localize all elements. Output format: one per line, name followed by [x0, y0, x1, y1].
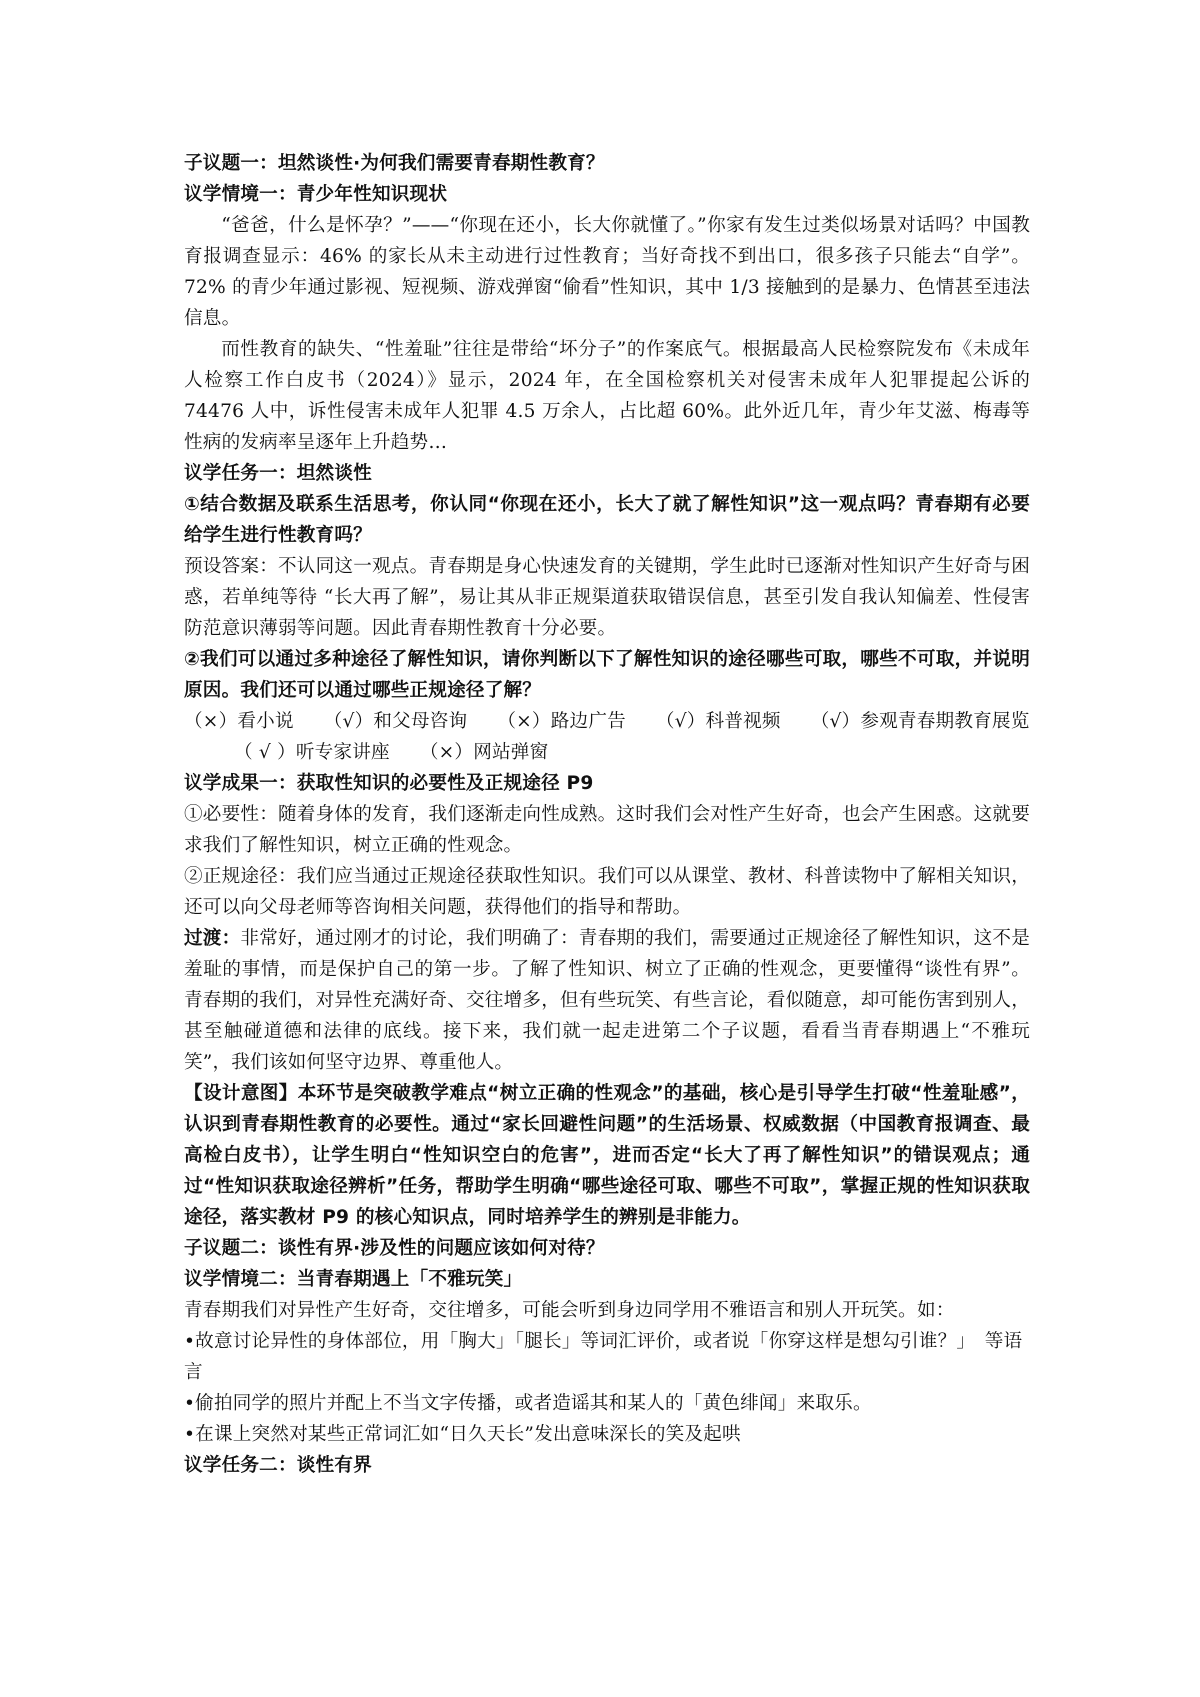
option-item: （ √ ）听专家讲座 — [234, 742, 390, 763]
option-item: （√）参观青春期教育展览 — [810, 711, 1030, 732]
transition-text: 非常好，通过刚才的讨论，我们明确了：青春期的我们，需要通过正规途径了解性知识，这不是羞耻的事情，而是保护自己的第一步。了解了性知识、树立了正确的性观念，更要懂得“谈性有界”。青春期的我们，对异性充满好奇、交往增多，但有些玩笑、有些言论，看似随意，却可能伤害到别人，甚至触碰道德和法律的底线。接下来，我们就一起走进第二个子议题，看看当青春期遇上“不雅玩笑”，我们该如何坚守边界、尊重他人。 — [184, 928, 1030, 1073]
option-item: （×）看小说 — [184, 711, 294, 732]
bullet-item: •故意讨论异性的身体部位，用「胸大」「腿长」等词汇评价，或者说「你穿这样是想勾引谁？」 等语言 — [184, 1331, 1023, 1383]
options-list — [184, 706, 1030, 768]
situation-1-heading: 议学情境一：青少年性知识现状 — [184, 184, 448, 205]
option-item: （×）网站弹窗 — [419, 742, 549, 763]
task-1-question-2: ②我们可以通过多种途径了解性知识，请你判断以下了解性知识的途径哪些可取，哪些不可取，并说明原因。我们还可以通过哪些正规途径了解？ — [184, 649, 1030, 701]
design-intent: 【设计意图】本环节是突破教学难点“树立正确的性观念”的基础，核心是引导学生打破“性羞耻感”，认识到青春期性教育的必要性。通过“家长回避性问题”的生活场景、权威数据（中国教育报调查、最高检白皮书），让学生明白“性知识空白的危害”，进而否定“长大了再了解性知识”的错误观点；通过“性知识获取途径辨析”任务，帮助学生明确“哪些途径可取、哪些不可取”，掌握正规的性知识获取途径，落实教材 P9 的核心知识点，同时培养学生的辨别是非能力。 — [184, 1083, 1030, 1228]
transition-label: 过渡： — [184, 928, 241, 949]
option-item: （√）科普视频 — [655, 711, 781, 732]
option-item: （×）路边广告 — [497, 711, 626, 732]
task-1-heading: 议学任务一：坦然谈性 — [184, 463, 372, 484]
situation-2-intro: 青春期我们对异性产生好奇，交往增多，可能会听到身边同学用不雅语言和别人开玩笑。如： — [184, 1300, 955, 1321]
bullet-item: •偷拍同学的照片并配上不当文字传播，或者造谣其和某人的「黄色绯闻」来取乐。 — [184, 1393, 872, 1414]
sub-topic-2-title: 子议题二：谈性有界·涉及性的问题应该如何对待？ — [184, 1238, 605, 1259]
task-2-heading: 议学任务二：谈性有界 — [184, 1455, 372, 1476]
result-1-paragraph-2: ②正规途径：我们应当通过正规途径获取性知识。我们可以从课堂、教材、科普读物中了解相关知识，还可以向父母老师等咨询相关问题，获得他们的指导和帮助。 — [184, 866, 1030, 918]
task-1-answer-1: 预设答案：不认同这一观点。青春期是身心快速发育的关键期，学生此时已逐渐对性知识产生好奇与困惑，若单纯等待 “长大再了解”，易让其从非正规渠道获取错误信息，甚至引发自我认知偏差、性侵害防范意识薄弱等问题。因此青春期性教育十分必要。 — [184, 556, 1030, 639]
result-1-paragraph-1: ①必要性：随着身体的发育，我们逐渐走向性成熟。这时我们会对性产生好奇，也会产生困惑。这就要求我们了解性知识，树立正确的性观念。 — [184, 804, 1030, 856]
situation-1-paragraph-2: 而性教育的缺失、“性羞耻”往往是带给“坏分子”的作案底气。根据最高人民检察院发布《未成年人检察工作白皮书（2024）》显示，2024 年，在全国检察机关对侵害未成年人犯罪提起公诉的 74476 人中，诉性侵害未成年人犯罪 4.5 万余人，占比超 60%。此外近几年，青少年艾滋、梅毒等性病的发病率呈逐年上升趋势… — [184, 339, 1030, 453]
option-item: （√）和父母咨询 — [323, 711, 468, 732]
task-1-question-1: ①结合数据及联系生活思考，你认同“你现在还小，长大了就了解性知识”这一观点吗？青春期有必要给学生进行性教育吗？ — [184, 494, 1030, 546]
result-1-heading: 议学成果一：获取性知识的必要性及正规途径 P9 — [184, 773, 594, 794]
bullet-item: •在课上突然对某些正常词汇如“日久天长”发出意味深长的笑及起哄 — [184, 1424, 741, 1445]
situation-2-heading: 议学情境二：当青春期遇上「不雅玩笑」 — [184, 1269, 523, 1290]
sub-topic-1-title: 子议题一：坦然谈性·为何我们需要青春期性教育？ — [184, 153, 605, 174]
situation-1-paragraph-1: “爸爸，什么是怀孕？”——“你现在还小，长大你就懂了。”你家有发生过类似场景对话吗？中国教育报调查显示：46% 的家长从未主动进行过性教育；当好奇找不到出口，很多孩子只能去“自学”。72% 的青少年通过影视、短视频、游戏弹窗“偷看”性知识，其中 1/3 接触到的是暴力、色情甚至违法信息。 — [184, 215, 1030, 329]
document-page — [184, 148, 1030, 1481]
transition-paragraph — [184, 923, 1030, 1078]
